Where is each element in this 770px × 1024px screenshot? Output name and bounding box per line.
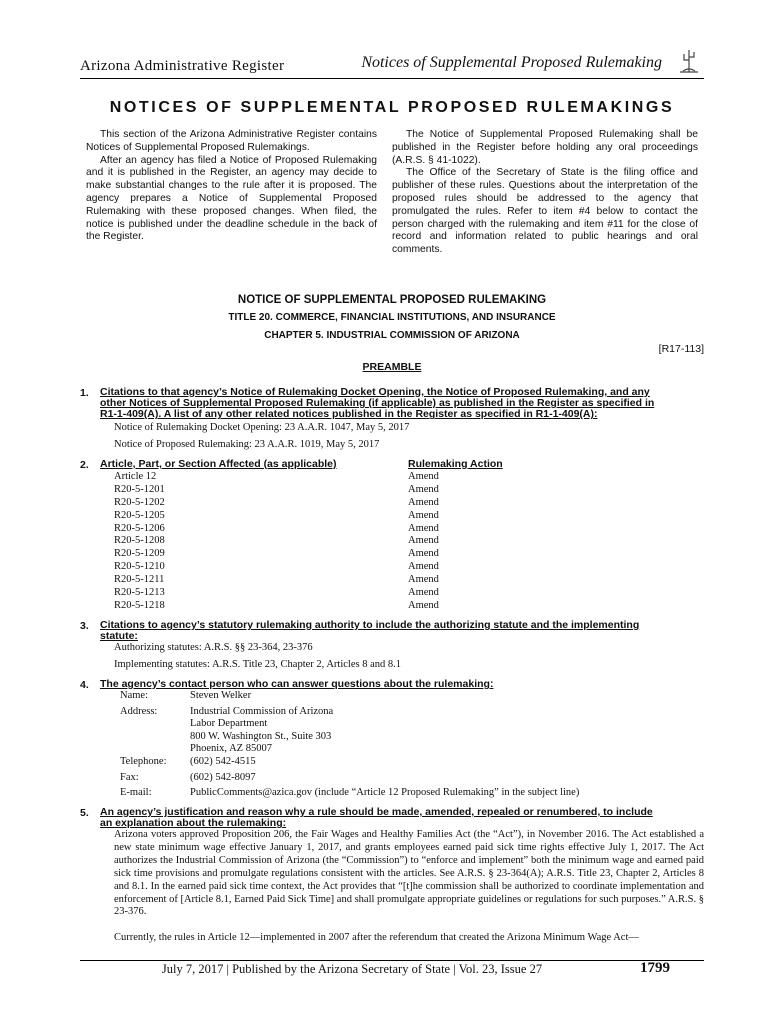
- intro-paragraph: After an agency has filed a Notice of Proposed Rulemaking and it is published in the Register, an agency may decide to make substantial changes to the rule after it is proposed. The agency prepares a Notice of Supplemental Proposed Rulemaking with these proposed changes. When filed, the notice is published under the deadline schedule in the back of the Register.: [86, 154, 377, 243]
- column-header-section: Article, Part, or Section Affected (as applicable): [100, 458, 337, 470]
- address-line: 800 W. Washington St., Suite 303: [190, 730, 332, 742]
- list-item: R20-5-1205: [114, 509, 165, 521]
- preamble-heading: PREAMBLE: [362, 361, 422, 373]
- list-item: R20-5-1210: [114, 561, 165, 573]
- list-item: Amend: [408, 561, 439, 573]
- list-item: R20-5-1218: [114, 599, 165, 611]
- page-number: 1799: [640, 960, 670, 976]
- contact-address: [190, 706, 333, 756]
- heading-line: An agency’s justification and reason why a rule should be made, amended, repealed or renumbered, to include: [100, 806, 653, 818]
- item-number: 1.: [80, 387, 89, 399]
- list-item: Amend: [408, 483, 439, 495]
- contact-label: Address:: [120, 706, 158, 717]
- item-number: 4.: [80, 679, 89, 691]
- heading-line: other Notices of Supplemental Proposed Rulemaking (if applicable) as published in the Register as specified in: [100, 397, 655, 410]
- list-item: Amend: [408, 548, 439, 560]
- item-number: 5.: [80, 807, 89, 819]
- list-item: Amend: [408, 587, 439, 599]
- statute-text: Authorizing statutes: A.R.S. §§ 23-364, 23-376: [114, 642, 313, 653]
- address-line: Phoenix, AZ 85007: [190, 743, 272, 755]
- contact-fax: (602) 542-8097: [190, 772, 256, 783]
- page-header: [80, 52, 704, 76]
- heading-line: Citations to that agency’s Notice of Rulemaking Docket Opening, the Notice of Proposed Rulemaking, and any: [100, 386, 650, 398]
- heading-line: an explanation about the rulemaking:: [100, 817, 287, 830]
- list-item: R20-5-1201: [114, 483, 165, 495]
- list-item: Amend: [408, 522, 439, 534]
- column-header-action: Rulemaking Action: [408, 458, 503, 470]
- intro-left-column: [86, 129, 377, 244]
- statute-text: Implementing statutes: A.R.S. Title 23, Chapter 2, Articles 8 and 8.1: [114, 659, 401, 670]
- intro-paragraph: The Office of the Secretary of State is the filing office and publisher of these rules. Questions about the interpretation of the proposed rules should be addressed to the agency that promulgated the rules. Refer to item #4 below to contact the person charged with the rulemaking and item #11 for the close of record and information related to public hearings and oral comments.: [392, 167, 698, 256]
- list-item: Amend: [408, 574, 439, 586]
- intro-right-column: [392, 129, 698, 257]
- header-divider: [80, 78, 704, 79]
- publication-masthead: Arizona Administrative Register: [80, 58, 285, 74]
- list-item: Amend: [408, 535, 439, 547]
- contact-telephone: (602) 542-4515: [190, 756, 256, 767]
- list-item: Amend: [408, 509, 439, 521]
- item-number: 3.: [80, 620, 89, 632]
- address-line: Industrial Commission of Arizona: [190, 706, 334, 717]
- list-item: R20-5-1202: [114, 496, 165, 508]
- list-item: R20-5-1206: [114, 522, 165, 534]
- section-list: [114, 471, 165, 613]
- heading-line: Citations to agency’s statutory rulemaking authority to include the authorizing statute and the implementing: [100, 619, 640, 631]
- citation-text: Notice of Proposed Rulemaking: 23 A.A.R. 1019, May 5, 2017: [114, 439, 380, 450]
- citation-text: Notice of Rulemaking Docket Opening: 23 A.A.R. 1047, May 5, 2017: [114, 422, 410, 433]
- list-item: Amend: [408, 599, 439, 611]
- list-item: R20-5-1211: [114, 574, 165, 586]
- address-line: Labor Department: [190, 718, 268, 730]
- list-item: R20-5-1213: [114, 587, 165, 599]
- justification-paragraph: Currently, the rules in Article 12—implemented in 2007 after the referendum that created the Arizona Minimum Wage Act—: [114, 932, 639, 943]
- item-number: 2.: [80, 459, 89, 471]
- contact-email[interactable]: PublicComments@azica.gov (include “Article 12 Proposed Rulemaking” in the subject line): [190, 787, 580, 798]
- saguaro-logo-icon: [674, 44, 704, 74]
- contact-label: Name:: [120, 690, 148, 701]
- title-line: TITLE 20. COMMERCE, FINANCIAL INSTITUTIONS, AND INSURANCE: [228, 312, 556, 323]
- heading-line: R1-1-409(A). A list of any other related notices published in the Register as specified in R1-1-409(A):: [100, 408, 598, 421]
- contact-label: E-mail:: [120, 787, 152, 798]
- contact-label: Telephone:: [120, 756, 167, 767]
- intro-paragraph: The Notice of Supplemental Proposed Rulemaking shall be published in the Register before holding any oral proceedings (A.R.S. § 41-1022).: [392, 129, 698, 166]
- item-heading: [100, 807, 704, 829]
- list-item: R20-5-1208: [114, 535, 165, 547]
- footer-citation: July 7, 2017 | Published by the Arizona Secretary of State | Vol. 23, Issue 27: [161, 962, 543, 976]
- item-heading: The agency’s contact person who can answer questions about the rulemaking:: [100, 678, 494, 690]
- running-section-title: Notices of Supplemental Proposed Rulemaking: [361, 54, 662, 71]
- footer-divider: [80, 960, 704, 961]
- chapter-line: CHAPTER 5. INDUSTRIAL COMMISSION OF ARIZONA: [264, 330, 520, 341]
- contact-label: Fax:: [120, 772, 139, 783]
- notice-title: NOTICE OF SUPPLEMENTAL PROPOSED RULEMAKING: [237, 294, 547, 306]
- list-item: R20-5-1209: [114, 548, 165, 560]
- section-heading: NOTICES OF SUPPLEMENTAL PROPOSED RULEMAKINGS: [109, 99, 675, 116]
- justification-paragraph: Arizona voters approved Proposition 206, the Fair Wages and Healthy Families Act (the “Act”), in November 2016. The Act established a new state minimum wage effective January 1, 2017, and grants employees earned paid sick time rights effective July 1, 2017. The Act authorizes the Industrial Commission of Arizona (the “Commission”) to “enforce and implement” both the minimum wage and earned paid sick time provisions and promulgate regulations consistent with the articles. See A.R.S. § 23-364(A); A.R.S. Title 23, Chapter 2, Articles 8 and 8.1. In the earned paid sick time context, the Act provides that “[t]he commission shall be authorized to coordinate implementation and enforcement of [Article 8.1, Earned Paid Sick Time] and shall promulgate appropriate guidelines or regulations for such purposes.” A.R.S. § 23-376.: [114, 829, 704, 918]
- item-heading: [100, 620, 704, 642]
- contact-name: Steven Welker: [190, 690, 252, 701]
- list-item: Article 12: [114, 471, 157, 482]
- list-item: Amend: [408, 496, 439, 508]
- action-list: [408, 471, 439, 613]
- item-heading: [100, 387, 704, 421]
- heading-line: statute:: [100, 630, 138, 643]
- register-number: [R17-113]: [658, 343, 704, 355]
- list-item: Amend: [408, 471, 439, 482]
- intro-paragraph: This section of the Arizona Administrative Register contains Notices of Supplemental Proposed Rulemakings.: [86, 129, 377, 153]
